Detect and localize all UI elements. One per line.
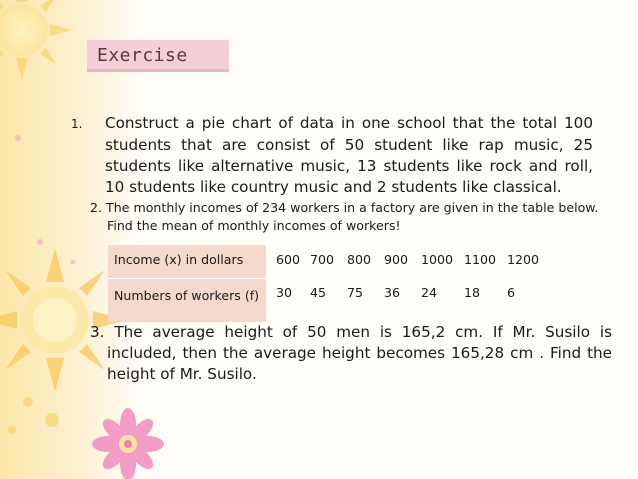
workers-cell: 18 bbox=[464, 285, 481, 300]
income-cell: 1000 bbox=[421, 252, 454, 267]
question-1-number: 1. bbox=[71, 117, 83, 131]
workers-cell: 6 bbox=[507, 285, 516, 300]
question-1-text-wrapper bbox=[71, 113, 593, 198]
question-1 bbox=[71, 113, 593, 198]
income-cell: 700 bbox=[310, 252, 335, 267]
income-cell: 1200 bbox=[507, 252, 540, 267]
question-3: 3. The average height of 50 men is 165,2 cm. If Mr. Susilo is included, then the average height becomes 165,28 cm . Find the height of Mr. Susilo. bbox=[90, 323, 612, 383]
income-cell: 900 bbox=[384, 252, 409, 267]
title-box bbox=[87, 40, 229, 72]
table-row-workers bbox=[108, 278, 568, 322]
slide-title: Exercise bbox=[97, 45, 188, 66]
workers-cell: 45 bbox=[310, 285, 327, 300]
workers-cell: 36 bbox=[384, 285, 401, 300]
table-row-income bbox=[108, 245, 568, 278]
workers-cell: 24 bbox=[421, 285, 438, 300]
question-1-text: Construct a pie chart of data in one school that the total 100 students that are consist of 50 student like rap music, 25 students like alternative music, 13 students like rock and roll, 10 students like country music and 2 students like classical. bbox=[105, 114, 593, 196]
income-cell: 1100 bbox=[464, 252, 497, 267]
income-label: Income (x) in dollars bbox=[108, 245, 266, 278]
question-2: 2. The monthly incomes of 234 workers in a factory are given in the table below. Find the mean of monthly incomes of workers! bbox=[90, 200, 599, 233]
income-cell: 800 bbox=[347, 252, 372, 267]
workers-label: Numbers of workers (f) bbox=[108, 278, 266, 322]
income-table bbox=[108, 245, 568, 322]
workers-cell: 75 bbox=[347, 285, 364, 300]
workers-cell: 30 bbox=[276, 285, 293, 300]
income-cell: 600 bbox=[276, 252, 301, 267]
